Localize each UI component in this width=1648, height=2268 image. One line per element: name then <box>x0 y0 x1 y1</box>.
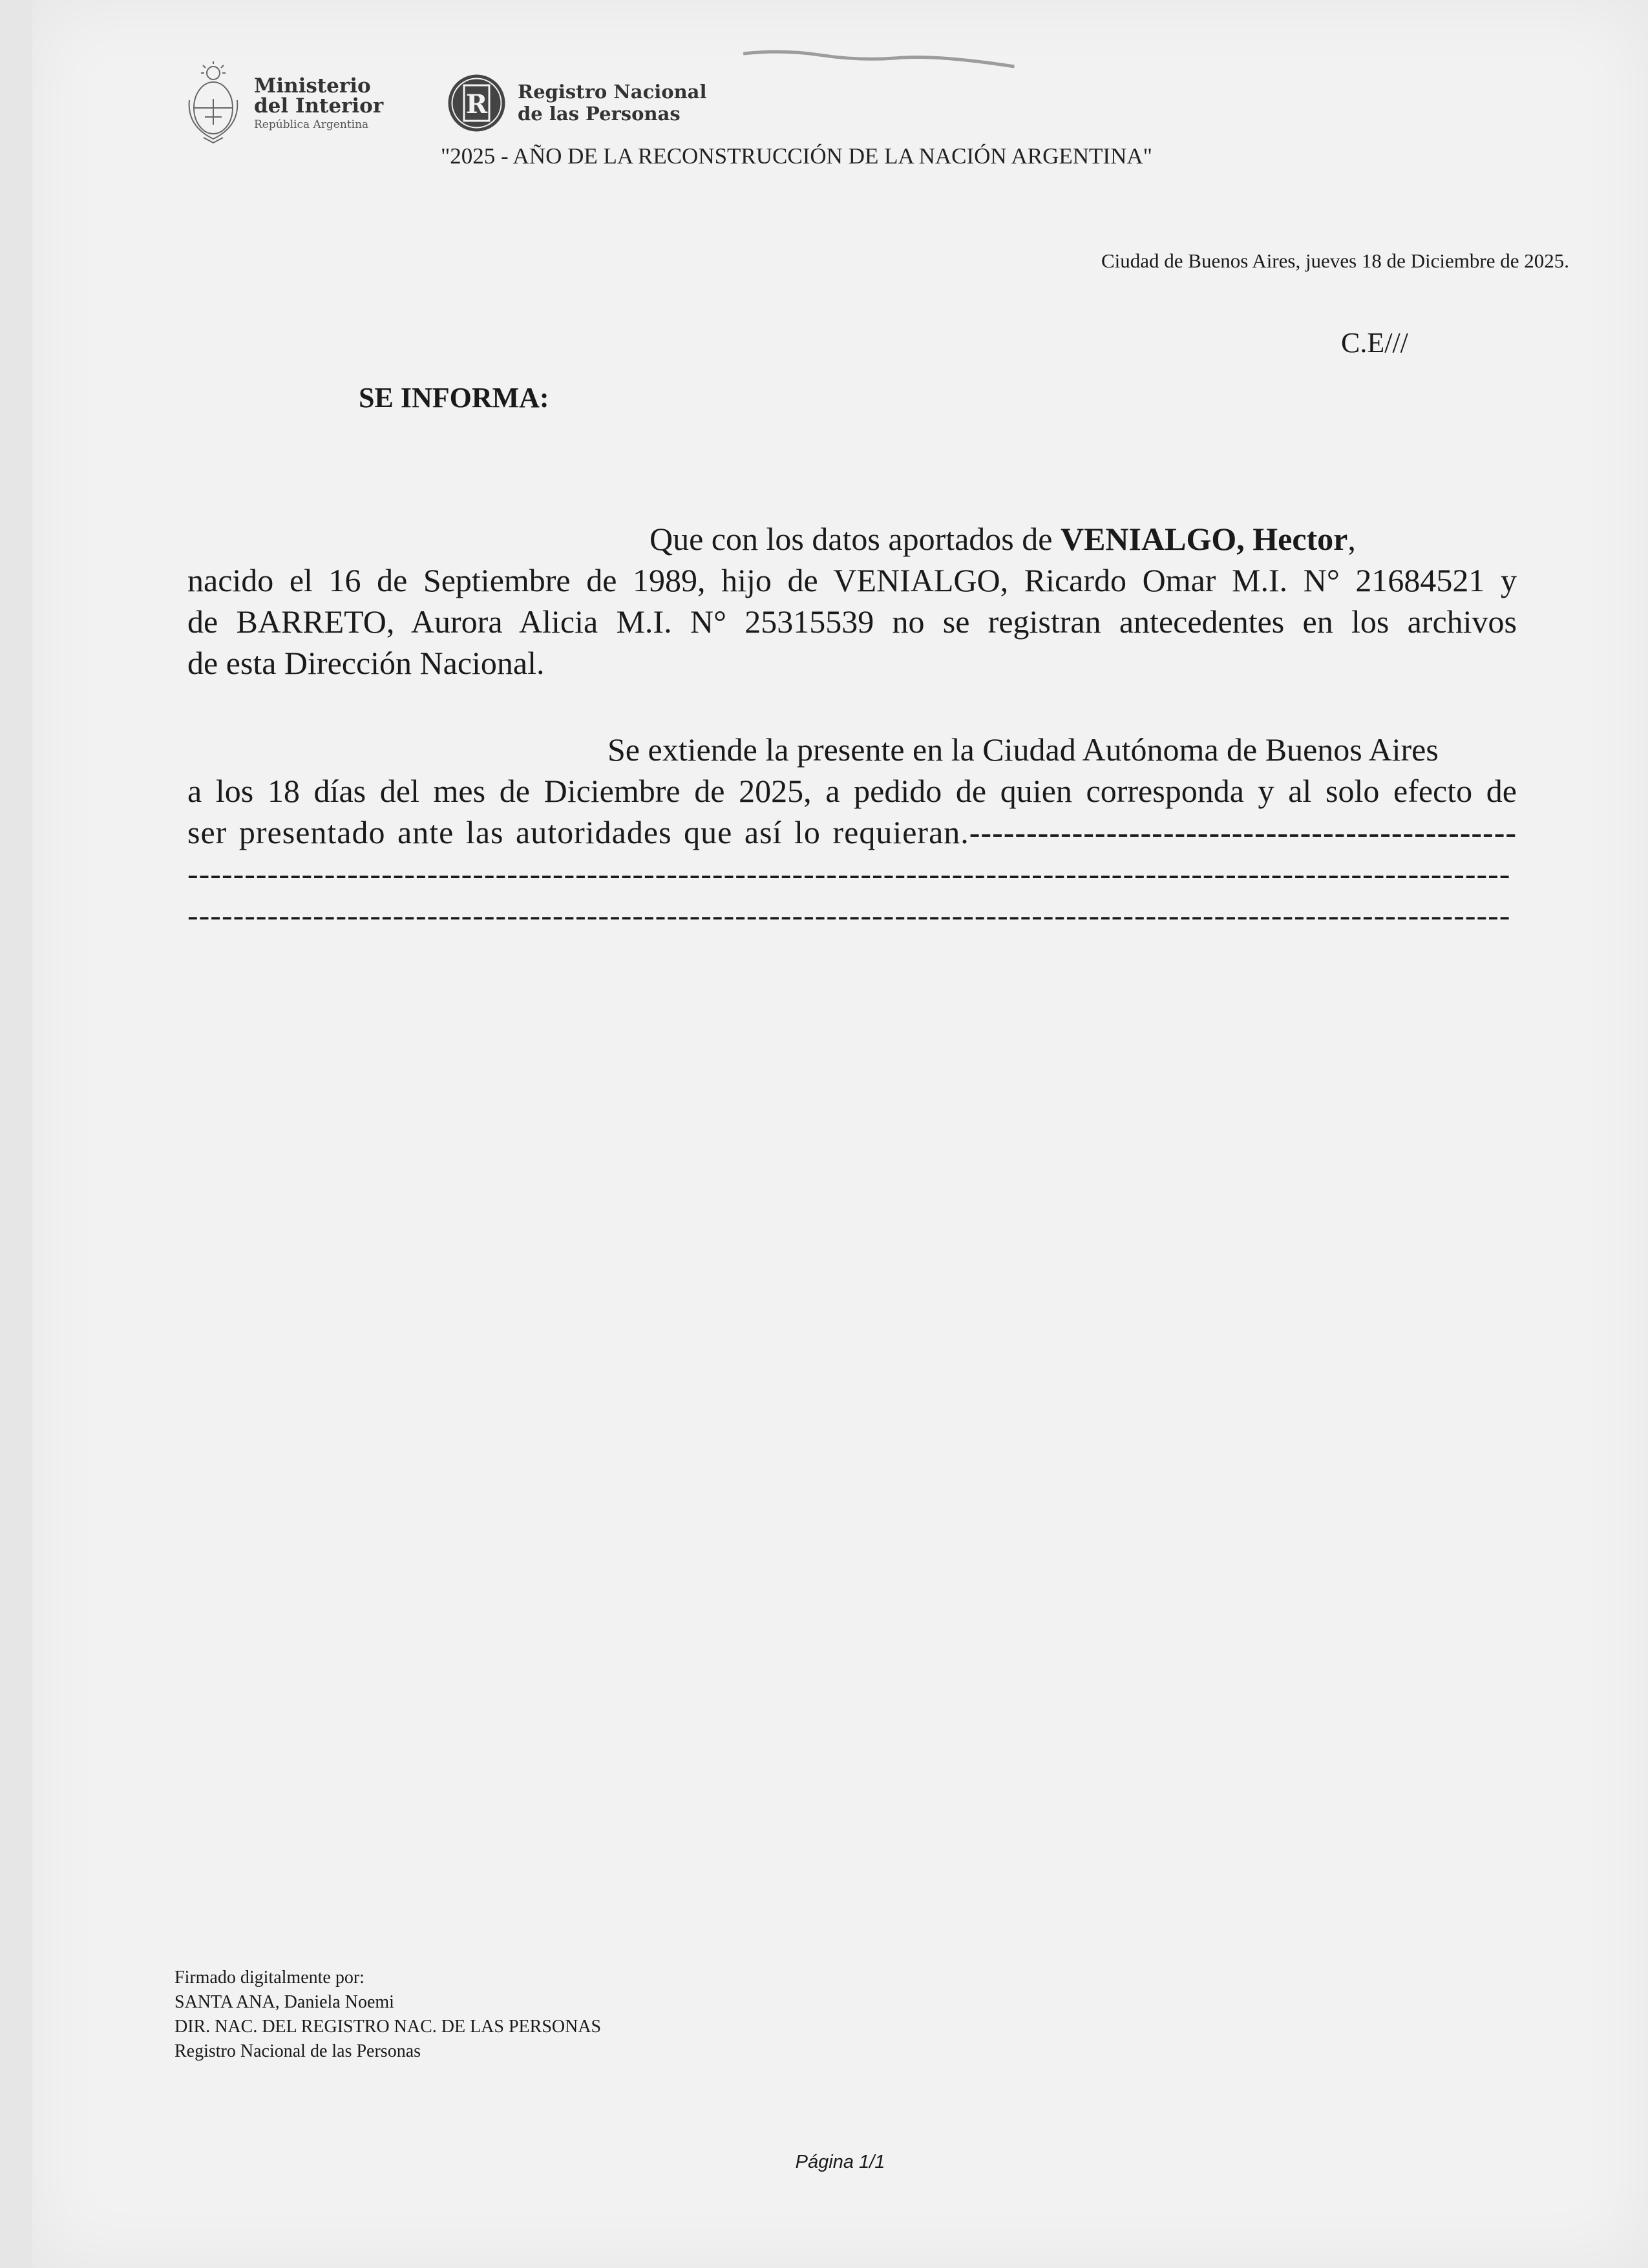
paragraph1-line4: de esta Dirección Nacional. <box>187 645 545 681</box>
paragraph-issuance <box>187 729 1517 936</box>
ministry-logo-block <box>184 61 383 145</box>
paragraph-findings <box>187 518 1517 684</box>
registry-logo-block <box>446 72 707 134</box>
page-number: Página 1/1 <box>795 2152 885 2172</box>
paragraph2-line1: Se extiende la presente en la Ciudad Autónoma de Buenos Aires <box>607 731 1439 768</box>
signer-name: SANTA ANA, Daniela Noemi <box>174 1992 394 2012</box>
dash-filler-line2: -------------------------------------------------------------------------------------------------------------------- <box>187 897 1511 933</box>
paragraph1-comma: , <box>1347 521 1356 557</box>
registry-name <box>518 81 707 125</box>
year-motto: "2025 - AÑO DE LA RECONSTRUCCIÓN DE LA NACIÓN ARGENTINA" <box>441 143 1152 169</box>
registry-line1: Registro Nacional <box>518 81 707 103</box>
document-heading: SE INFORMA: <box>359 382 549 414</box>
ministry-line2: del Interior <box>254 94 384 118</box>
coat-of-arms-icon <box>184 61 242 145</box>
signature-label: Firmado digitalmente por: <box>174 1968 364 1988</box>
issue-date: Ciudad de Buenos Aires, jueves 18 de Diciembre de 2025. <box>1101 249 1569 272</box>
ink-smudge <box>743 45 1015 72</box>
document-page <box>32 0 1648 2268</box>
reference-code: C.E/// <box>1341 327 1408 359</box>
signer-position: DIR. NAC. DEL REGISTRO NAC. DE LAS PERSONAS <box>174 2017 602 2037</box>
paragraph2-line3: ser presentado ante las autoridades que así lo requieran.------------------------------------------------ <box>187 814 1517 850</box>
paragraph1-line3: de BARRETO, Aurora Alicia M.I. N° 25315539 no se registran antecedentes en los archivos <box>187 604 1517 640</box>
svg-text:R: R <box>465 89 488 120</box>
paragraph1-line2: nacido el 16 de Septiembre de 1989, hijo de VENIALGO, Ricardo Omar M.I. N° 21684521 y <box>187 562 1517 598</box>
subject-name: VENIALGO, Hector <box>1060 521 1348 557</box>
ministry-name <box>254 76 383 131</box>
paragraph2-line2: a los 18 días del mes de Diciembre de 2025, a pedido de quien corresponda y al solo efecto de <box>187 773 1517 809</box>
ministry-line1: Ministerio <box>254 74 371 98</box>
renaper-logo-icon <box>446 72 507 134</box>
signer-organization: Registro Nacional de las Personas <box>174 2041 421 2061</box>
ministry-line3: República Argentina <box>254 118 369 131</box>
digital-signature-block <box>174 1966 601 2064</box>
paragraph1-intro: Que con los datos aportados de <box>650 521 1061 557</box>
paragraph1-line1 <box>187 518 1517 560</box>
dash-filler-line1: -------------------------------------------------------------------------------------------------------------------- <box>187 856 1511 892</box>
registry-line2: de las Personas <box>518 102 681 125</box>
